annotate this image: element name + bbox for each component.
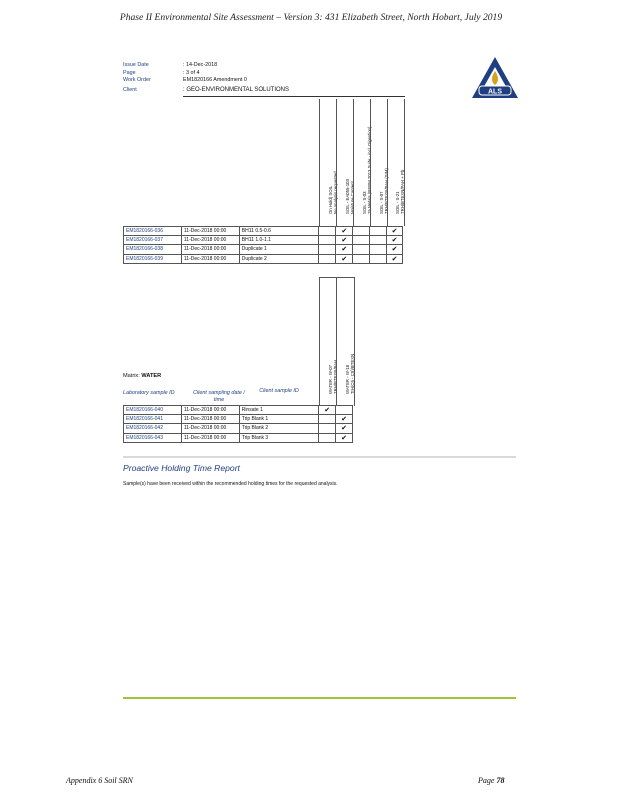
soil-col-label: SOIL - S-03 15 Metals (NEPM 2013 Suite - incl. Digestion) bbox=[361, 126, 372, 215]
client-sample-id: BH11 0.5-0.6 bbox=[239, 227, 319, 236]
soil-col-label: SOIL - EA055-103 Moisture Content bbox=[344, 179, 355, 215]
check-cell bbox=[319, 245, 336, 254]
meta-label-issue-date: Issue Date bbox=[123, 62, 149, 68]
client-sample-id: Trip Blank 3 bbox=[239, 433, 318, 442]
check-cell bbox=[319, 415, 336, 424]
meta-rule bbox=[183, 96, 405, 97]
sampling-date: 11-Dec-2018 00:00 bbox=[181, 227, 239, 236]
sampling-date: 11-Dec-2018 00:00 bbox=[181, 236, 239, 245]
check-cell bbox=[319, 254, 336, 263]
table-row bbox=[124, 254, 403, 263]
check-cell bbox=[370, 236, 387, 245]
soil-col-label: On Hold) SOIL No analysis requested bbox=[327, 171, 338, 215]
soil-col-label: SOIL - S-21 TRH/BTEXN/PAH + Pb bbox=[395, 170, 405, 215]
soil-col-head bbox=[370, 99, 388, 226]
footer-page-number: 78 bbox=[496, 776, 505, 785]
check-cell: ✔ bbox=[336, 227, 353, 236]
meta-label-work-order: Work Order bbox=[123, 77, 151, 83]
section-divider bbox=[123, 456, 516, 458]
check-cell: ✔ bbox=[336, 415, 353, 424]
check-cell bbox=[353, 236, 370, 245]
check-cell: ✔ bbox=[336, 424, 353, 433]
water-col-label: WATER - W-07 TRH/BTEXN/PAH bbox=[327, 360, 338, 395]
sampling-date: 11-Dec-2018 00:00 bbox=[181, 415, 239, 424]
check-cell: ✔ bbox=[336, 236, 353, 245]
client-sample-id: Duplicate 2 bbox=[239, 254, 319, 263]
lab-sample-id: EM1820166-039 bbox=[124, 254, 182, 263]
check-cell bbox=[353, 254, 370, 263]
client-sample-id: Rinsate 1 bbox=[239, 406, 318, 415]
meta-value-page: : 3 of 4 bbox=[183, 70, 200, 76]
table-row bbox=[124, 245, 403, 254]
meta-label-client: Client bbox=[123, 87, 137, 93]
matrix-label bbox=[123, 373, 161, 379]
check-cell bbox=[319, 227, 336, 236]
client-sample-id: Duplicate 1 bbox=[239, 245, 319, 254]
lab-sample-id: EM1820166-042 bbox=[124, 424, 182, 433]
table-row bbox=[124, 433, 353, 442]
water-sample-table bbox=[123, 405, 353, 443]
lab-sample-id: EM1820166-038 bbox=[124, 245, 182, 254]
check-cell bbox=[319, 424, 336, 433]
footer-page-label: Page bbox=[478, 776, 495, 785]
header-lab-sample-id: Laboratory sample ID bbox=[123, 390, 175, 396]
water-col-head bbox=[336, 277, 355, 406]
lab-sample-id: EM1820166-041 bbox=[124, 415, 182, 424]
header-client-sample-id: Client sample ID bbox=[259, 388, 299, 394]
lab-sample-id: EM1820166-036 bbox=[124, 227, 182, 236]
sampling-date: 11-Dec-2018 00:00 bbox=[181, 245, 239, 254]
check-cell bbox=[353, 227, 370, 236]
check-cell bbox=[336, 406, 353, 415]
lab-sample-id: EM1820166-037 bbox=[124, 236, 182, 245]
sampling-date: 11-Dec-2018 00:00 bbox=[181, 406, 239, 415]
als-logo bbox=[470, 55, 520, 100]
soil-sample-table bbox=[123, 226, 403, 264]
header-client-sampling: Client sampling date / time bbox=[193, 390, 245, 403]
sampling-date: 11-Dec-2018 00:00 bbox=[181, 254, 239, 263]
check-cell: ✔ bbox=[387, 254, 403, 263]
client-sample-id: BH11 1.0-1.1 bbox=[239, 236, 319, 245]
client-sample-id: Trip Blank 1 bbox=[239, 415, 318, 424]
soil-col-label: SOIL - S-07 TRH/BTEXN/PAH (SIM) bbox=[378, 168, 389, 215]
check-cell: ✔ bbox=[336, 254, 353, 263]
water-col-label: WATER - W-18 TrH(C6 - C9)/BTEXN bbox=[344, 354, 355, 395]
check-cell bbox=[353, 245, 370, 254]
check-cell bbox=[319, 433, 336, 442]
sampling-date: 11-Dec-2018 00:00 bbox=[181, 424, 239, 433]
lab-sample-id: EM1820166-040 bbox=[124, 406, 182, 415]
client-sample-id: Trip Blank 2 bbox=[239, 424, 318, 433]
check-cell: ✔ bbox=[387, 227, 403, 236]
table-row bbox=[124, 415, 353, 424]
check-cell: ✔ bbox=[387, 236, 403, 245]
sampling-date: 11-Dec-2018 00:00 bbox=[181, 433, 239, 442]
soil-col-head bbox=[387, 99, 405, 226]
soil-col-head bbox=[319, 99, 337, 226]
water-col-head bbox=[319, 277, 337, 406]
check-cell bbox=[319, 236, 336, 245]
footer-rule bbox=[123, 697, 516, 699]
report-meta bbox=[123, 62, 413, 98]
table-row bbox=[124, 406, 353, 415]
page-header: Phase II Environmental Site Assessment – Version 3: 431 Elizabeth Street, North Hobart, July 2019 bbox=[119, 12, 503, 23]
matrix-caption: Matrix: bbox=[123, 373, 140, 379]
soil-col-head bbox=[336, 99, 354, 226]
meta-label-page: Page bbox=[123, 70, 136, 76]
check-cell: ✔ bbox=[319, 406, 336, 415]
lab-sample-id: EM1820166-043 bbox=[124, 433, 182, 442]
table-row bbox=[124, 424, 353, 433]
proactive-text: Sample(s) have been received within the recommended holding times for the requested analysis. bbox=[123, 481, 338, 487]
meta-value-client: : GEO-ENVIRONMENTAL SOLUTIONS bbox=[183, 87, 290, 93]
check-cell bbox=[370, 245, 387, 254]
check-cell: ✔ bbox=[336, 433, 353, 442]
meta-value-work-order: EM1820166 Amendment 0 bbox=[183, 77, 247, 83]
matrix-value: WATER bbox=[141, 373, 162, 379]
table-row bbox=[124, 227, 403, 236]
soil-col-head bbox=[353, 99, 371, 226]
check-cell bbox=[370, 254, 387, 263]
logo-text: ALS bbox=[488, 88, 502, 96]
footer-page bbox=[478, 776, 504, 785]
footer-left: Appendix 6 Soil SRN bbox=[66, 776, 133, 785]
meta-value-issue-date: : 14-Dec-2018 bbox=[183, 62, 218, 68]
check-cell bbox=[370, 227, 387, 236]
check-cell: ✔ bbox=[387, 245, 403, 254]
table-row bbox=[124, 236, 403, 245]
soil-column-headers bbox=[319, 99, 403, 226]
water-column-headers bbox=[319, 277, 353, 405]
check-cell: ✔ bbox=[336, 245, 353, 254]
proactive-title: Proactive Holding Time Report bbox=[123, 463, 240, 473]
